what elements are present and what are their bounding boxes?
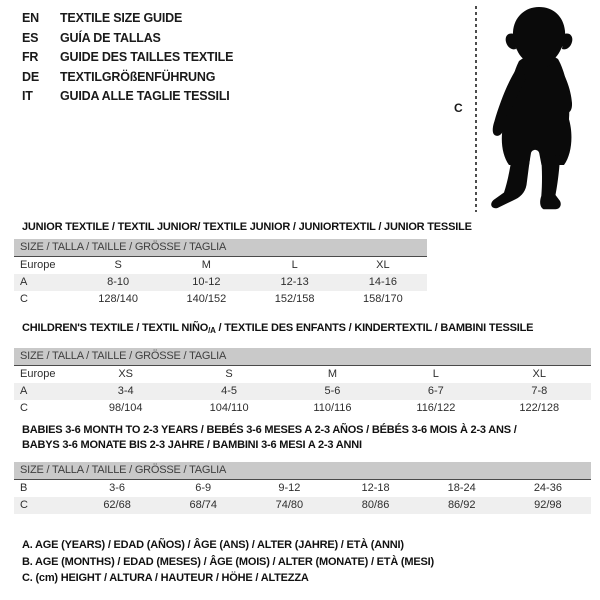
title-text: / TEXTILE DES ENFANTS / KINDERTEXTIL / BAMBINI TESSILE bbox=[215, 322, 534, 334]
height-measure-dotted-line bbox=[475, 6, 477, 212]
cell: 140/152 bbox=[186, 293, 227, 305]
cell: 80/86 bbox=[332, 497, 418, 514]
cell: 5-6 bbox=[281, 383, 384, 400]
cell: 6-7 bbox=[384, 383, 487, 400]
cell: 24-36 bbox=[533, 482, 562, 494]
lang-label: GUÍA DE TALLAS bbox=[60, 30, 161, 45]
cell: 86/92 bbox=[419, 497, 505, 514]
cell: XL bbox=[376, 259, 390, 271]
table-row bbox=[14, 383, 591, 400]
row-label: A bbox=[14, 383, 74, 400]
cell: 158/170 bbox=[362, 293, 403, 305]
lang-row-de bbox=[22, 68, 233, 88]
size-header-bar: SIZE / TALLA / TAILLE / GRÖSSE / TAGLIA bbox=[14, 462, 591, 480]
row-label: C bbox=[20, 402, 28, 414]
cell: M bbox=[201, 259, 211, 271]
babies-size-table bbox=[14, 462, 591, 514]
cell: S bbox=[225, 368, 233, 380]
size-header-bar: SIZE / TALLA / TAILLE / GRÖSSE / TAGLIA bbox=[14, 348, 591, 366]
children-table-title bbox=[22, 321, 533, 338]
row-label: Europe bbox=[20, 259, 56, 271]
table-row bbox=[14, 480, 591, 498]
cell: 152/158 bbox=[274, 293, 315, 305]
row-label: C bbox=[14, 497, 74, 514]
cell: 122/128 bbox=[519, 402, 560, 414]
cell: 18-24 bbox=[447, 482, 476, 494]
lang-code: ES bbox=[22, 30, 39, 45]
cell: 4-5 bbox=[177, 383, 280, 400]
lang-row-fr bbox=[22, 48, 233, 68]
row-label: C bbox=[20, 293, 28, 305]
cell: 12-18 bbox=[361, 482, 390, 494]
cell: XS bbox=[118, 368, 134, 380]
cell: 74/80 bbox=[246, 497, 332, 514]
cell: 9-12 bbox=[278, 482, 301, 494]
lang-label: TEXTILGRÖßENFÜHRUNG bbox=[60, 69, 216, 84]
cell: 6-9 bbox=[195, 482, 212, 494]
size-header-bar: SIZE / TALLA / TAILLE / GRÖSSE / TAGLIA bbox=[14, 239, 427, 257]
cell: 116/122 bbox=[416, 402, 456, 414]
title-text: CHILDREN'S TEXTILE / TEXTIL NIÑO bbox=[22, 322, 209, 334]
legend-line-b: B. AGE (MONTHS) / EDAD (MESES) / ÂGE (MOIS) / ALTER (MONATE) / ETÀ (MESI) bbox=[22, 555, 434, 568]
cell: 92/98 bbox=[505, 497, 591, 514]
children-size-table bbox=[14, 348, 591, 417]
cell: 3-6 bbox=[109, 482, 126, 494]
lang-row-it bbox=[22, 87, 233, 107]
title-line2: BABYS 3-6 MONATE BIS 2-3 JAHRE / BAMBINI 3-6 MESI A 2-3 ANNI bbox=[22, 439, 362, 451]
cell: 68/74 bbox=[160, 497, 246, 514]
cell: 62/68 bbox=[74, 497, 160, 514]
title-line1: BABIES 3-6 MONTH TO 2-3 YEARS / BEBÉS 3-6 MESES A 2-3 AÑOS / BÉBÉS 3-6 MOIS À 2-3 ANS / bbox=[22, 424, 517, 436]
cell: XL bbox=[532, 368, 547, 380]
cell: 128/140 bbox=[98, 293, 138, 305]
cell: M bbox=[327, 368, 338, 380]
cell: 12-13 bbox=[251, 274, 339, 291]
table-row bbox=[14, 497, 591, 514]
junior-size-table bbox=[14, 239, 427, 308]
table-row bbox=[14, 274, 427, 291]
lang-label: GUIDA ALLE TAGLIE TESSILI bbox=[60, 89, 230, 103]
lang-code: IT bbox=[22, 89, 33, 103]
legend-line-c: C. (cm) HEIGHT / ALTURA / HAUTEUR / HÖHE / ALTEZZA bbox=[22, 572, 309, 584]
row-label: A bbox=[14, 274, 74, 291]
row-label: B bbox=[20, 482, 28, 494]
measure-legend bbox=[22, 537, 434, 587]
babies-table-title bbox=[22, 423, 517, 453]
lang-label: TEXTILE SIZE GUIDE bbox=[60, 11, 183, 25]
lang-label: GUIDE DES TAILLES TEXTILE bbox=[60, 50, 234, 64]
table-row bbox=[14, 291, 427, 308]
toddler-silhouette-image bbox=[487, 5, 591, 215]
cell: 104/110 bbox=[209, 402, 249, 414]
cell: L bbox=[291, 259, 298, 271]
lang-code: EN bbox=[22, 11, 39, 25]
table-row bbox=[14, 366, 591, 384]
lang-row-en bbox=[22, 9, 233, 29]
cell: 110/116 bbox=[313, 402, 352, 414]
lang-code: DE bbox=[22, 69, 39, 84]
junior-table-title: JUNIOR TEXTILE / TEXTIL JUNIOR/ TEXTILE JUNIOR / JUNIORTEXTIL / JUNIOR TESSILE bbox=[22, 221, 472, 233]
legend-line-a: A. AGE (YEARS) / EDAD (AÑOS) / ÂGE (ANS) / ALTER (JAHRE) / ETÀ (ANNI) bbox=[22, 539, 404, 551]
title-subscript: /A bbox=[208, 326, 216, 335]
cell: 8-10 bbox=[74, 274, 162, 291]
lang-code: FR bbox=[22, 50, 39, 64]
lang-row-es bbox=[22, 29, 233, 49]
cell: 3-4 bbox=[74, 383, 177, 400]
language-title-list bbox=[22, 9, 233, 107]
cell: 98/104 bbox=[108, 402, 143, 414]
table-row bbox=[14, 257, 427, 275]
cell: 7-8 bbox=[488, 383, 591, 400]
row-label: Europe bbox=[20, 368, 56, 380]
cell: L bbox=[432, 368, 439, 380]
height-measure-label: C bbox=[454, 101, 463, 115]
cell: S bbox=[114, 259, 122, 271]
table-row bbox=[14, 400, 591, 417]
cell: 14-16 bbox=[339, 274, 427, 291]
cell: 10-12 bbox=[162, 274, 250, 291]
